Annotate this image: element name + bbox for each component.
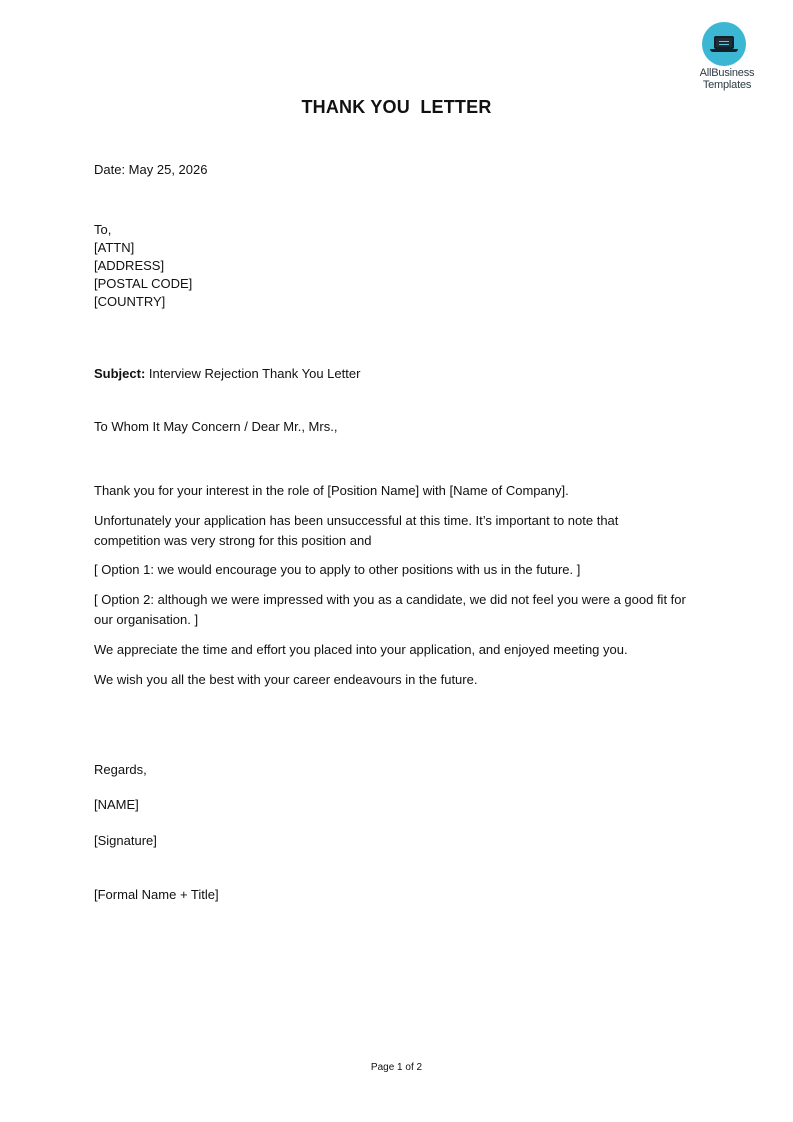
closing-signature: [Signature] — [94, 833, 157, 848]
body-paragraph-5: We appreciate the time and effort you placed into your application, and enjoyed meeting you. — [94, 642, 628, 657]
closing-formal-name: [Formal Name + Title] — [94, 887, 219, 902]
body-paragraph-6: We wish you all the best with your career endeavours in the future. — [94, 672, 478, 687]
recipient-postal-code: [POSTAL CODE] — [94, 276, 193, 291]
allbusiness-templates-logo — [692, 22, 762, 94]
recipient-country: [COUNTRY] — [94, 294, 166, 309]
subject-line — [94, 365, 360, 383]
closing-name: [NAME] — [94, 797, 139, 812]
body-paragraph-2: Unfortunately your application has been unsuccessful at this time. It’s important to note that competition was very strong for this position and — [94, 513, 619, 548]
logo-badge — [702, 22, 746, 66]
body-paragraph-option-1: [ Option 1: we would encourage you to apply to other positions with us in the future. ] — [94, 562, 581, 577]
recipient-address: [ADDRESS] — [94, 258, 165, 273]
document-title: THANK YOU LETTER — [301, 97, 492, 117]
salutation: To Whom It May Concern / Dear Mr., Mrs., — [94, 419, 338, 434]
logo-text — [692, 67, 762, 91]
body-paragraph-option-2: [ Option 2: although we were impressed with you as a candidate, we did not feel you were a good fit for our organisation. ] — [94, 592, 686, 627]
recipient-to: To, — [94, 222, 112, 237]
recipient-attn: [ATTN] — [94, 240, 135, 255]
page-number-footer: Page 1 of 2 — [370, 1062, 423, 1073]
body-paragraph-1: Thank you for your interest in the role of [Position Name] with [Name of Company]. — [94, 483, 569, 498]
logo-line-2: Templates — [702, 79, 752, 91]
subject-label: Subject: — [94, 366, 146, 381]
closing-regards: Regards, — [94, 762, 147, 777]
subject-text: Interview Rejection Thank You Letter — [145, 366, 361, 381]
logo-line-1: AllBusiness — [699, 67, 755, 79]
date-line: Date: May 25, 2026 — [94, 162, 208, 177]
laptop-icon — [710, 33, 738, 55]
